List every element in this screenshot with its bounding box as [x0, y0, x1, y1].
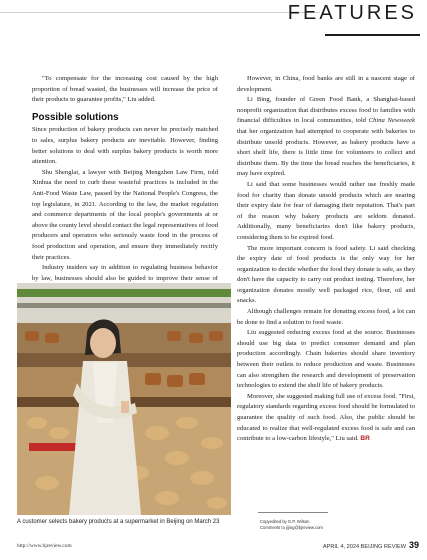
- paragraph: Li said that some businesses would rather use freshly made food for charity than donate unsold products which are nearing their expiry date for fear of damaging their reputation. That's part of the reason why bakery products are seldom donated. Additionally, many beneficiaries don't like bakery products, considering them to be expired food.: [237, 180, 415, 241]
- footer-issue: [323, 540, 419, 550]
- paragraph-text: that her organization had attempted to cooperate with bakeries to distribute unsold products. However, as bakery products have a short shelf life, there is little time for volunteers to collect and distribute them. By the time the bread reaches the beneficiaries, it may have expired.: [237, 127, 415, 178]
- paragraph: [237, 392, 415, 445]
- header-rule: [325, 34, 420, 36]
- supermarket-photo-illustration: [17, 283, 231, 515]
- credits-rule: [258, 512, 328, 513]
- end-mark: BR: [360, 435, 370, 443]
- comments-contact: Comments to jijing@bjreview.com: [260, 525, 323, 530]
- paragraph: Shu Shenglai, a lawyer with Beijing Mengzhen Law Firm, told Xinhua the need to curb these wasteful practices is included in the Anti-Food Waste Law, passed by the National People's Congress, the top legislature, in 2021. According to the law, the market regulation and commerce departments of the local people's governments at or above the county level should contact the legal representatives of food producers and operators who seriously waste food in the process of food production and operation, and ensure they immediately rectify their practices.: [32, 168, 218, 261]
- paragraph: [237, 95, 415, 180]
- paragraph: The more important concern is food safety. Li said checking the expiry date of food products is the only way for her organization to decide whether the food they donate is safe, as they don't have the capacity to carry out product testing. Therefore, her organization donates mostly well packaged rice, flour, oil and snacks.: [237, 244, 415, 305]
- paragraph-text: Li Bing, founder of Green Food Bank, a Shanghai-based nonprofit organization that distributes excess food to families with financial difficulties in local communities, told: [237, 96, 415, 125]
- subheading: Possible solutions: [32, 111, 119, 123]
- photo-caption: A customer selects bakery products at a supermarket in Beijing on March 23: [17, 519, 220, 525]
- paragraph: "To compensate for the increasing cost caused by the high proportion of bread wasted, the businesses will increase the price of their products to guarantee profits," Liu added.: [32, 75, 218, 104]
- publication-name: China Newsweek: [368, 117, 415, 125]
- right-column: [237, 74, 415, 445]
- section-label: FEATURES: [287, 2, 417, 24]
- paragraph: Although challenges remain for donating excess food, a lot can be done to find a solution to food waste.: [237, 308, 415, 326]
- paragraph: Liu suggested reducing excess food at the source. Businesses should use big data to predict consumer demand and plan production accordingly. Chain bakeries should share inventory between their outlets to reduce production and waste. Businesses can also strengthen the research and development of preservation technologies to extend the shelf life of bakery products.: [237, 329, 415, 390]
- paragraph: Industry insiders say in addition to regulating business behavior by law, businesses should also be guided to improve their sense of: [32, 264, 218, 282]
- paragraph: Since production of bakery products can never be precisely matched to sales, surplus bakery products are inevitable. However, finding better solutions to deal with surplus bakery products is worth more attention.: [32, 126, 218, 166]
- copyeditor-credit: Copyedited by G.P. Wilson: [260, 519, 310, 524]
- footer-url: http://www.bjreview.com: [17, 543, 72, 549]
- credits: [260, 519, 323, 531]
- page-number: 39: [408, 540, 419, 550]
- supermarket-photo: [17, 283, 231, 515]
- issue-line: APRIL 4, 2024 BEIJING REVIEW: [322, 544, 406, 550]
- paragraph-text: Moreover, she suggested making full use of excess food. "First, regulatory standards regarding excess food should be formulated to guarantee the quality of such food. Also, the public should be educated to realize that well-regulated excess food is safe and can contribute to a low-carbon lifestyle," Liu said.: [237, 392, 415, 443]
- paragraph: However, in China, food banks are still in a nascent stage of development.: [237, 75, 415, 93]
- header-line: [0, 12, 320, 13]
